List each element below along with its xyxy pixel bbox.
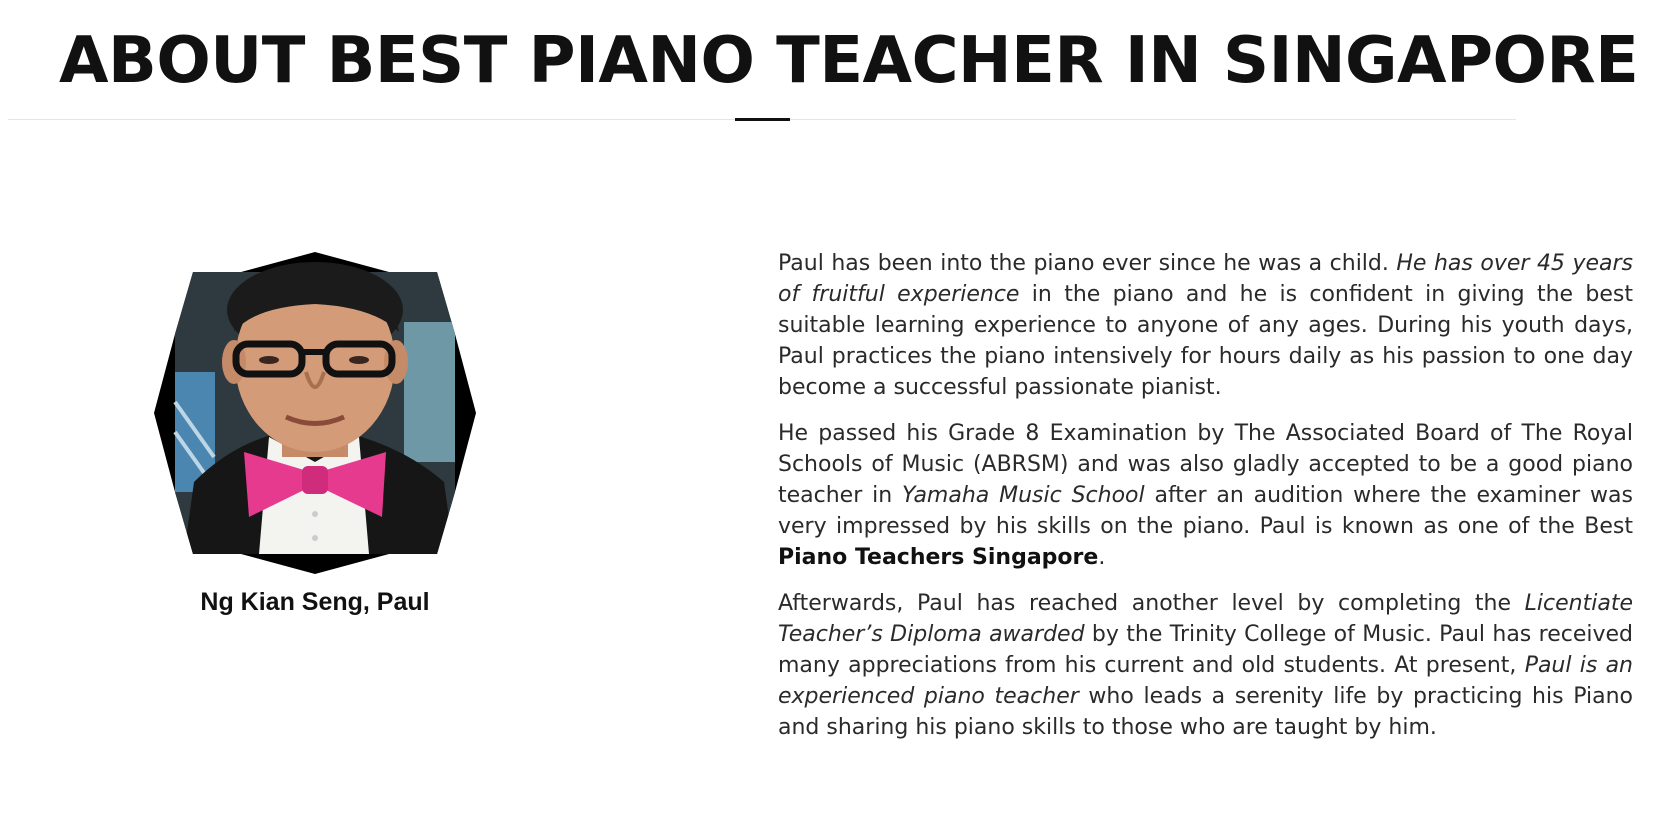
bio-paragraph (778, 248, 1633, 403)
bio-text: by the Trinity College of Music. Paul has received many appreciations from his current and old students. At present, (778, 622, 1633, 678)
bio-text: who leads a serenity life by practicing his Piano and sharing his piano skills to those who are taught by him. (778, 684, 1633, 740)
bio-emphasis: Yamaha Music School (902, 483, 1145, 508)
bio-strong: Piano Teachers Singapore (778, 545, 1099, 570)
bio-text: after an audition where the examiner was very impressed by his skills on the piano. Paul is known as one of the Best (778, 483, 1633, 539)
page-title: ABOUT BEST PIANO TEACHER IN SINGAPORE (59, 24, 1639, 98)
bio-paragraph (778, 418, 1633, 573)
bio-emphasis: He has over 45 years of fruitful experience (778, 251, 1633, 307)
teacher-name: Ng Kian Seng, Paul (200, 588, 430, 616)
title-accent-bar (735, 118, 790, 121)
bio-paragraph (778, 588, 1633, 743)
bio-text: in the piano and he is confident in giving the best suitable learning experience to anyone of any ages. During his youth days, Paul practices the piano intensively for hours daily as his passion to one day become a successful passionate pianist. (778, 282, 1633, 400)
bio-text: He passed his Grade 8 Examination by The Associated Board of The Royal Schools of Music (ABRSM) and was also gladly accepted to be a good piano teacher in (778, 421, 1633, 508)
bio-text: . (1098, 545, 1106, 570)
bio-emphasis: Paul is an experienced piano teacher (778, 653, 1633, 709)
bio-text: Paul has been into the piano ever since he was a child. (778, 251, 1397, 276)
teacher-portrait-photo (154, 252, 476, 574)
bio-emphasis: Licentiate Teacher’s Diploma awarded (778, 591, 1633, 647)
teacher-bio (778, 248, 1633, 758)
bio-text: Afterwards, Paul has reached another level by completing the (778, 591, 1525, 616)
